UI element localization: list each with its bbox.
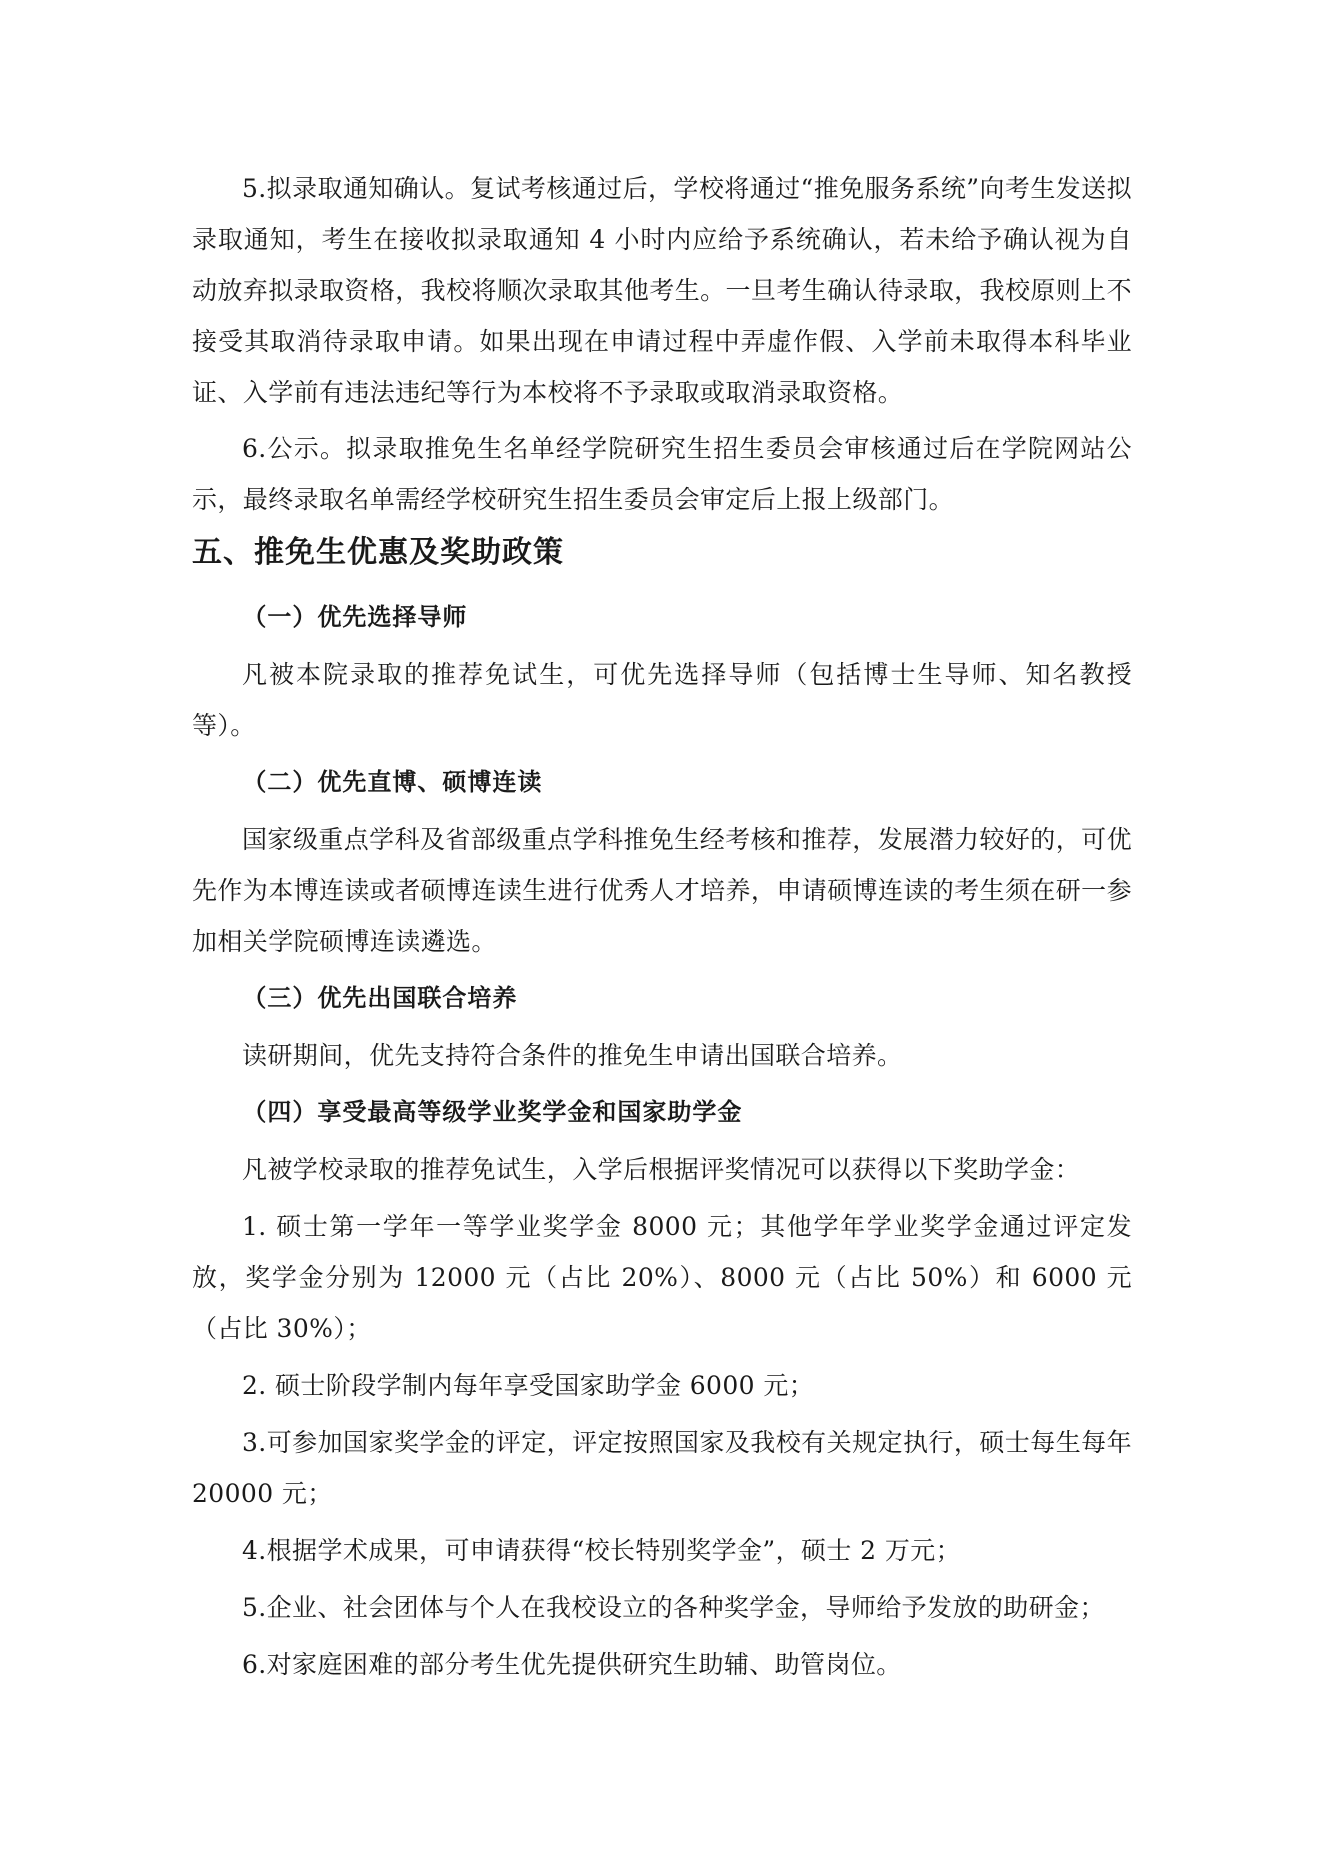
award-item-5: 5.企业、社会团体与个人在我校设立的各种奖学金，导师给予发放的助研金；: [242, 1593, 1105, 1622]
award-item-6: 6.对家庭困难的部分考生优先提供研究生助辅、助管岗位。: [242, 1650, 902, 1679]
subsection-text-2: 国家级重点学科及省部级重点学科推免生经考核和推荐，发展潜力较好的，可优先作为本博连读或者硕博连读生进行优秀人才培养，申请硕博连读的考生须在研一参加相关学院硕博连读遴选。: [192, 825, 1132, 956]
award-item-3: 3.可参加国家奖学金的评定，评定按照国家及我校有关规定执行，硕士每生每年 20000 元；: [192, 1428, 1132, 1508]
paragraph-item-5: 5.拟录取通知确认。复试考核通过后，学校将通过“推免服务系统”向考生发送拟录取通知，考生在接收拟录取通知 4 小时内应给予系统确认，若未给予确认视为自动放弃拟录取资格，我校将顺次录取其他考生。一旦考生确认待录取，我校原则上不接受其取消待录取申请。如果出现在申请过程中弄虚作假、入学前未取得本科毕业证、入学前有违法违纪等行为本校将不予录取或取消录取资格。: [192, 174, 1132, 407]
subsection-title-1: （一）优先选择导师: [242, 603, 468, 631]
subsection-intro-4: 凡被学校录取的推荐免试生，入学后根据评奖情况可以获得以下奖助学金：: [242, 1155, 1081, 1184]
document-body: [192, 163, 1132, 1690]
subsection-title-2: （二）优先直博、硕博连读: [242, 768, 543, 796]
subsection-text-3: 读研期间，优先支持符合条件的推免生申请出国联合培养。: [242, 1041, 903, 1070]
section-title: 五、推免生优惠及奖助政策: [192, 535, 564, 570]
award-item-4: 4.根据学术成果，可申请获得“校长特别奖学金”，硕士 2 万元；: [242, 1536, 962, 1565]
paragraph-item-6: 6.公示。拟录取推免生名单经学院研究生招生委员会审核通过后在学院网站公示，最终录取名单需经学校研究生招生委员会审定后上报上级部门。: [192, 434, 1132, 514]
subsection-title-3: （三）优先出国联合培养: [242, 984, 518, 1012]
award-item-1: 1. 硕士第一学年一等学业奖学金 8000 元；其他学年学业奖学金通过评定发放，奖学金分别为 12000 元（占比 20%）、8000 元（占比 50%）和 6000 元（占比 30%）；: [192, 1212, 1132, 1343]
subsection-title-4: （四）享受最高等级学业奖学金和国家助学金: [242, 1098, 743, 1126]
award-item-2: 2. 硕士阶段学制内每年享受国家助学金 6000 元；: [242, 1371, 815, 1400]
subsection-text-1: 凡被本院录取的推荐免试生，可优先选择导师（包括博士生导师、知名教授等）。: [192, 660, 1132, 740]
